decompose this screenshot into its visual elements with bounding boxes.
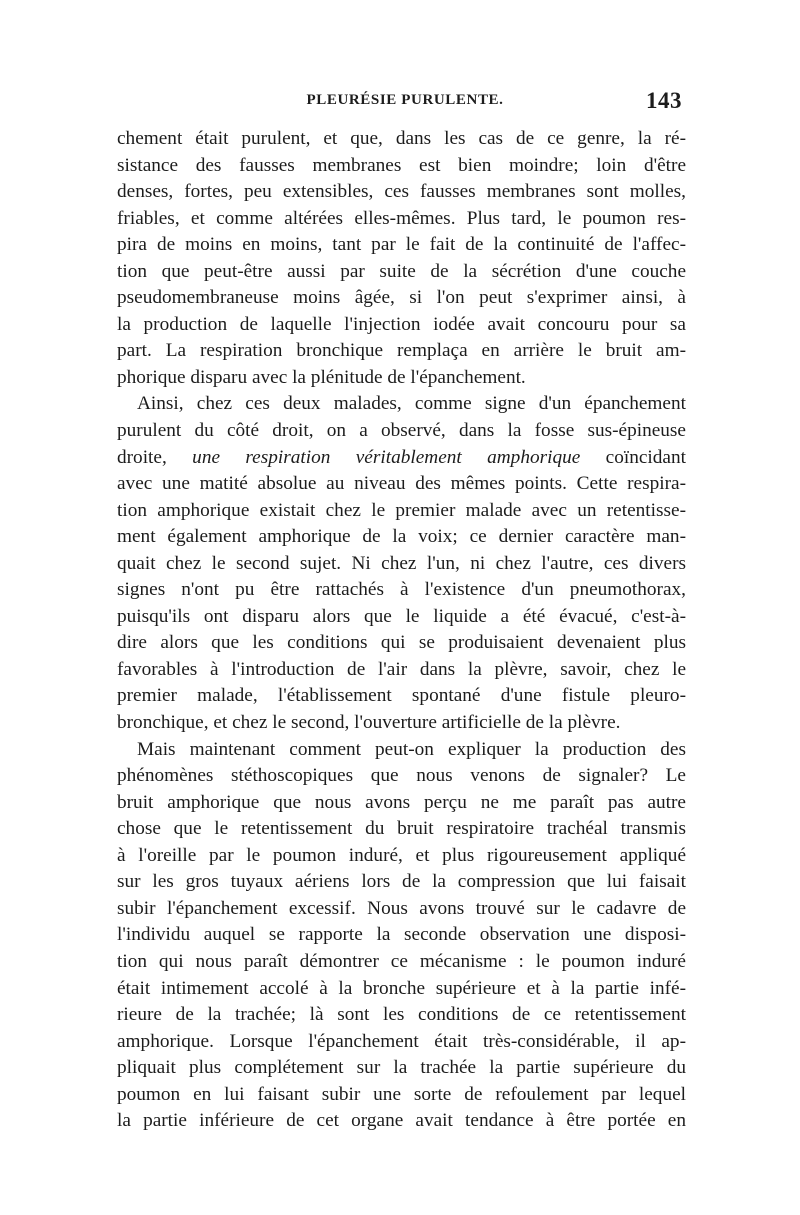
text-line: sistance des fausses membranes est bien moindre; loin d'être bbox=[117, 154, 686, 176]
paragraph-start-line: Mais maintenant comment peut-on expliquer la production des bbox=[137, 738, 686, 760]
page-number: 143 bbox=[646, 88, 682, 113]
text-line: pseudomembraneuse moins âgée, si l'on peut s'exprimer ainsi, à bbox=[117, 287, 686, 309]
body-text bbox=[117, 126, 686, 1135]
text-line: pliquait plus complétement sur la trachée la partie supérieure du bbox=[117, 1057, 686, 1079]
text-line: tion amphorique existait chez le premier malade avec un retentisse- bbox=[117, 499, 686, 521]
text-line: bruit amphorique que nous avons perçu ne me paraît pas autre bbox=[117, 791, 686, 813]
text-line: chement était purulent, et que, dans les cas de ce genre, la ré- bbox=[117, 128, 686, 149]
text-line: part. La respiration bronchique remplaça en arrière le bruit am- bbox=[117, 340, 686, 362]
italic-emphasis: une respiration véritablement amphorique bbox=[192, 446, 581, 468]
text-line: la partie inférieure de cet organe avait tendance à être portée en bbox=[117, 1110, 686, 1132]
text-line: amphorique. Lorsque l'épanchement était très-considérable, il ap- bbox=[117, 1030, 686, 1052]
text-line: puisqu'ils ont disparu alors que le liquide a été évacué, c'est-à- bbox=[117, 605, 686, 627]
text-line: poumon en lui faisant subir une sorte de refoulement par lequel bbox=[117, 1083, 686, 1105]
paragraph-start-line: Ainsi, chez ces deux malades, comme signe d'un épanchement bbox=[137, 393, 686, 415]
text-line: avec une matité absolue au niveau des mêmes points. Cette respira- bbox=[117, 473, 686, 495]
text-line: sur les gros tuyaux aériens lors de la compression que lui faisait bbox=[117, 871, 686, 893]
text-line: chose que le retentissement du bruit respiratoire trachéal transmis bbox=[117, 818, 686, 840]
line-start: droite, bbox=[117, 446, 193, 468]
text-line: subir l'épanchement excessif. Nous avons trouvé sur le cadavre de bbox=[117, 897, 686, 919]
text-line: la production de laquelle l'injection iodée avait concouru pour sa bbox=[117, 313, 686, 335]
text-line: pira de moins en moins, tant par le fait de la continuité de l'affec- bbox=[117, 234, 686, 256]
text-line: purulent du côté droit, on a observé, dans la fosse sus-épineuse bbox=[117, 420, 686, 442]
text-line: dire alors que les conditions qui se produisaient devenaient plus bbox=[117, 632, 686, 654]
text-line: rieure de la trachée; là sont les conditions de ce retentissement bbox=[117, 1004, 686, 1026]
text-line: friables, et comme altérées elles-mêmes. Plus tard, le poumon res- bbox=[117, 207, 686, 229]
paragraph-end-line: bronchique, et chez le second, l'ouverture artificielle de la plèvre. bbox=[117, 712, 621, 734]
text-line: tion qui nous paraît démontrer ce mécanisme : le poumon induré bbox=[117, 950, 686, 972]
text-line: quait chez le second sujet. Ni chez l'un, ni chez l'autre, ces divers bbox=[117, 552, 686, 574]
text-line: phénomènes stéthoscopiques que nous venons de signaler? Le bbox=[117, 765, 686, 787]
paragraph-end-line: phorique disparu avec la plénitude de l'épanchement. bbox=[117, 366, 526, 388]
running-title: PLEURÉSIE PURULENTE. bbox=[306, 92, 504, 108]
running-header bbox=[118, 88, 684, 118]
text-line: premier malade, l'établissement spontané d'une fistule pleuro- bbox=[117, 685, 686, 707]
text-line: tion que peut-être aussi par suite de la sécrétion d'une couche bbox=[117, 260, 686, 282]
text-line: ment également amphorique de la voix; ce dernier caractère man- bbox=[117, 526, 686, 548]
text-line: était intimement accolé à la bronche supérieure et à la partie infé- bbox=[117, 977, 686, 999]
text-line-with-emphasis bbox=[117, 445, 686, 472]
text-line: à l'oreille par le poumon induré, et plus rigoureusement appliqué bbox=[117, 844, 686, 866]
text-line: l'individu auquel se rapporte la seconde observation une disposi- bbox=[117, 924, 686, 946]
text-line: favorables à l'introduction de l'air dans la plèvre, savoir, chez le bbox=[117, 658, 686, 680]
text-line: signes n'ont pu être rattachés à l'existence d'un pneumothorax, bbox=[117, 579, 686, 601]
line-end: coïncidant bbox=[580, 446, 686, 468]
text-line: denses, fortes, peu extensibles, ces fausses membranes sont molles, bbox=[117, 181, 686, 203]
